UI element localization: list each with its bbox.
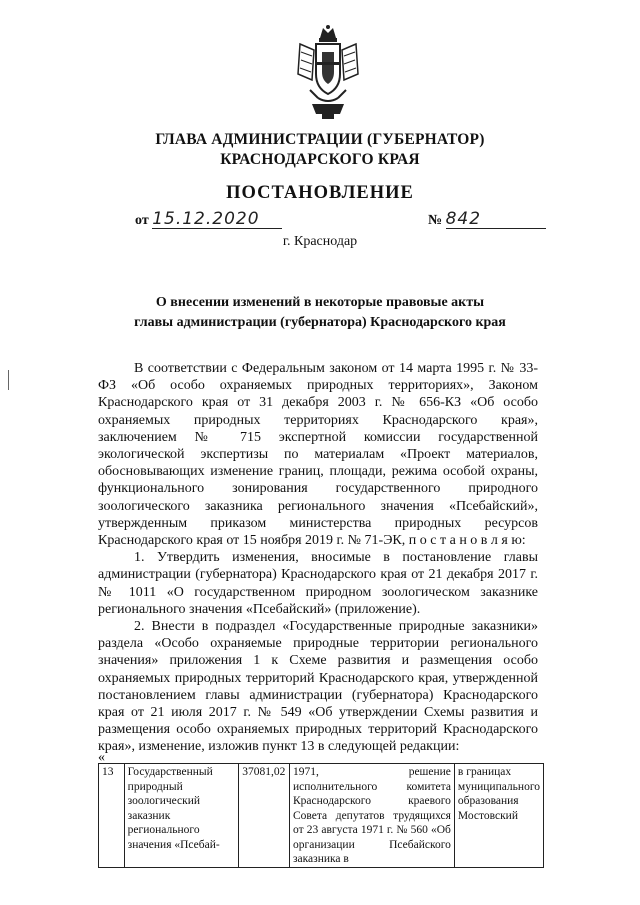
table-row bbox=[99, 764, 544, 868]
decree-word: п о с т а н о в л я ю: bbox=[408, 533, 526, 549]
clause-2: 2. Внести в подраздел «Государственные природные заказники» раздела «Особо охраняемые природные территории регионального значения» приложения 1 к Схеме развития и размещения особо охраняемых природных территорий Краснодарского края, утвержденной постановлением главы администрации (губернатора) Краснодарского края от 21 июля 2017 г. № 549 «Об утверждении Схемы развития и размещения особо охраняемых природных территорий Краснодарского края», изменение, изложив пункт 13 в следующей редакции: bbox=[98, 619, 538, 755]
preamble-paragraph bbox=[98, 360, 538, 549]
subject-line-2: главы администрации (губернатора) Краснодарского края bbox=[134, 315, 506, 330]
document-date: 15.12.2020 bbox=[152, 210, 282, 229]
date-line bbox=[135, 210, 282, 229]
reserve-name: Государственный природный зоологический заказник регионального значения «Псебай- bbox=[124, 764, 239, 868]
reserve-area: 37081,02 bbox=[239, 764, 290, 868]
date-prefix: от bbox=[135, 213, 149, 228]
document-subject bbox=[0, 293, 640, 333]
document-body bbox=[98, 360, 538, 756]
preamble-text: В соответствии с Федеральным законом от 14 марта 1995 г. № 33-ФЗ «Об особо охраняемых природных территориях», Законом Краснодарского края от 31 декабря 2003 г. № 656-КЗ «Об особо охраняемых природных территориях Краснодарского края», заключением № 715 экспертной комиссии государственной экологической экспертизы по материалам «Проект материалов, обосновывающих изменение границ, площади, режима особой охраны, функционального зонирования государственного природного зоологического заказника регионального значения «Псебайский», утвержденным приказом министерства природных ресурсов Краснодарского края от 15 ноября 2019 г. № 71-ЭК, bbox=[98, 361, 538, 549]
clause-1: 1. Утвердить изменения, вносимые в постановление главы администрации (губернатора) Краснодарского края от 21 декабря 2017 г. № 1011 «О государственном природном зоологическом заказнике регионального значения «Псебайский» (приложение). bbox=[98, 550, 538, 617]
establishment-basis: 1971, решение исполнительного комитета Краснодарского краевого Совета депутатов трудящихся от 23 августа 1971 г. № 560 «Об организации Псебайского заказника в bbox=[290, 764, 455, 868]
number-line bbox=[428, 210, 546, 229]
document-type: ПОСТАНОВЛЕНИЕ bbox=[226, 183, 414, 203]
document-number: 842 bbox=[446, 210, 546, 229]
city: г. Краснодар bbox=[282, 234, 358, 249]
reserves-table bbox=[98, 763, 544, 868]
issuing-authority bbox=[0, 130, 640, 170]
authority-line-2: КРАСНОДАРСКОГО КРАЯ bbox=[220, 151, 420, 168]
krasnodar-coat-of-arms-icon bbox=[296, 24, 360, 120]
margin-mark bbox=[8, 370, 13, 390]
number-prefix: № bbox=[428, 213, 443, 228]
opening-quote: « bbox=[98, 750, 105, 765]
reserve-location: в границах муниципального образования Мостовский bbox=[454, 764, 543, 868]
subject-line-1: О внесении изменений в некоторые правовые акты bbox=[155, 295, 485, 310]
authority-line-1: ГЛАВА АДМИНИСТРАЦИИ (ГУБЕРНАТОР) bbox=[155, 131, 485, 148]
row-number: 13 bbox=[99, 764, 125, 868]
